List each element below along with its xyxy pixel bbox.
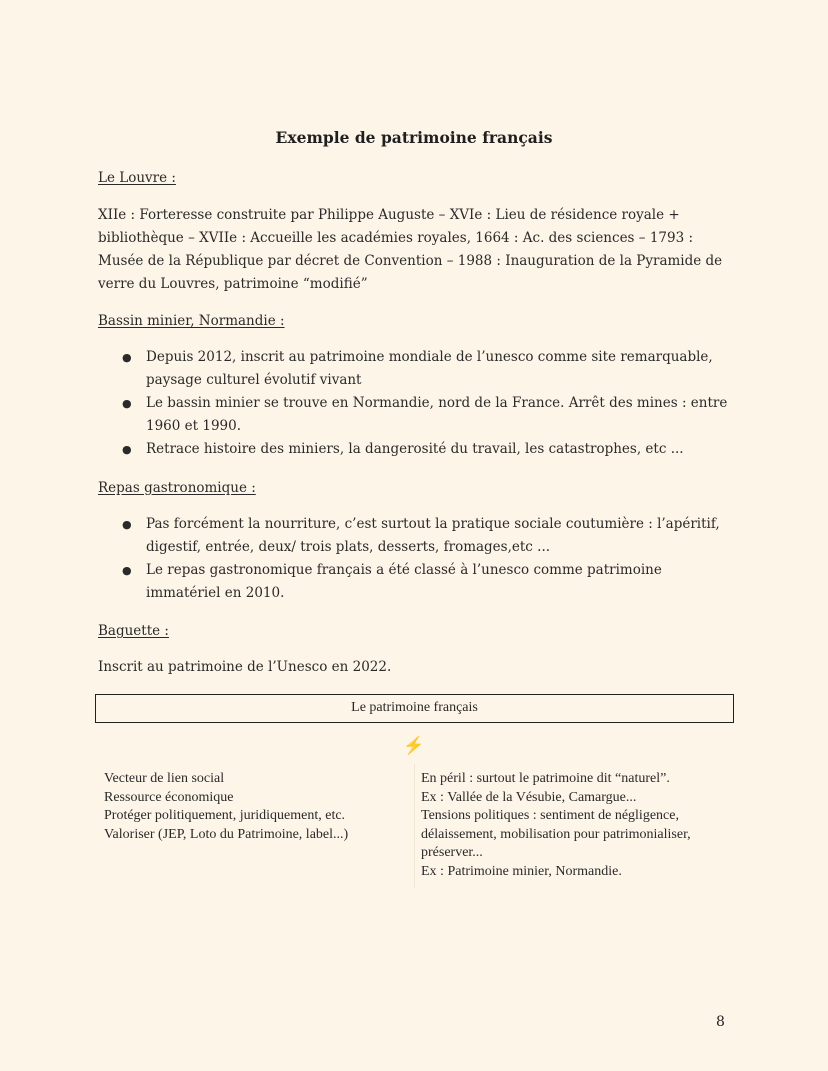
summary-column-right: [415, 764, 734, 888]
summary-columns: [98, 764, 734, 888]
list-item: ● Depuis 2012, inscrit au patrimoine mondiale de l’unesco comme site remarquable, paysage culturel évolutif vivant: [98, 346, 730, 392]
summary-right-line: En péril : surtout le patrimoine dit “naturel”.: [421, 771, 670, 786]
lightning-icon: ⚡: [403, 736, 425, 756]
heading-bassin-minier: Bassin minier, Normandie :: [98, 313, 285, 329]
list-bassin-minier: [98, 346, 730, 461]
list-item: ● Retrace histoire des miniers, la dangerosité du travail, les catastrophes, etc ...: [98, 438, 730, 461]
list-item: ● Pas forcément la nourriture, c’est surtout la pratique sociale coutumière : l’apéritif, digestif, entrée, deux/ trois plats, desserts, fromages,etc ...: [98, 513, 730, 559]
list-repas: [98, 513, 730, 605]
heading-repas: Repas gastronomique :: [98, 480, 256, 496]
list-item: ● Le repas gastronomique français a été classé à l’unesco comme patrimoine immatériel en 2010.: [98, 559, 730, 605]
bullet-icon: ●: [122, 443, 132, 456]
bullet-icon: ●: [122, 518, 132, 531]
summary-left-line: Vecteur de lien social: [104, 771, 225, 786]
page-title: Exemple de patrimoine français: [275, 128, 553, 147]
page-number: 8: [716, 1014, 725, 1030]
summary-column-left: [98, 764, 415, 888]
summary-right-line: Ex : Patrimoine minier, Normandie.: [421, 863, 622, 879]
paragraph-louvre: XIIe : Forteresse construite par Philippe Auguste – XVIe : Lieu de résidence royale + bibliothèque – XVIIe : Accueille les académies royales, 1664 : Ac. des sciences – 1793 : Musée de la République par décret de Convention – 1988 : Inauguration de la Pyramide de verre du Louvres, patrimoine “modifié”: [98, 207, 723, 292]
summary-right-line: Tensions politiques : sentiment de négligence, délaissement, mobilisation pour patrimonialiser, préserver...: [421, 808, 691, 860]
heading-baguette: Baguette :: [98, 623, 169, 639]
summary-left-line: Ressource économique: [104, 789, 234, 805]
list-item: ● Le bassin minier se trouve en Normandie, nord de la France. Arrêt des mines : entre 1960 et 1990.: [98, 392, 730, 438]
summary-left-line: Protéger politiquement, juridiquement, etc.: [104, 808, 346, 823]
summary-box-title: Le patrimoine français: [95, 694, 734, 723]
heading-louvre: Le Louvre :: [98, 170, 176, 186]
bullet-icon: ●: [122, 351, 132, 364]
summary-left-line: Valoriser (JEP, Loto du Patrimoine, label...): [104, 826, 349, 842]
bullet-icon: ●: [122, 397, 132, 410]
paragraph-baguette: Inscrit au patrimoine de l’Unesco en 2022.: [98, 659, 392, 675]
summary-right-line: Ex : Vallée de la Vésubie, Camargue...: [421, 789, 637, 805]
bullet-icon: ●: [122, 564, 132, 577]
